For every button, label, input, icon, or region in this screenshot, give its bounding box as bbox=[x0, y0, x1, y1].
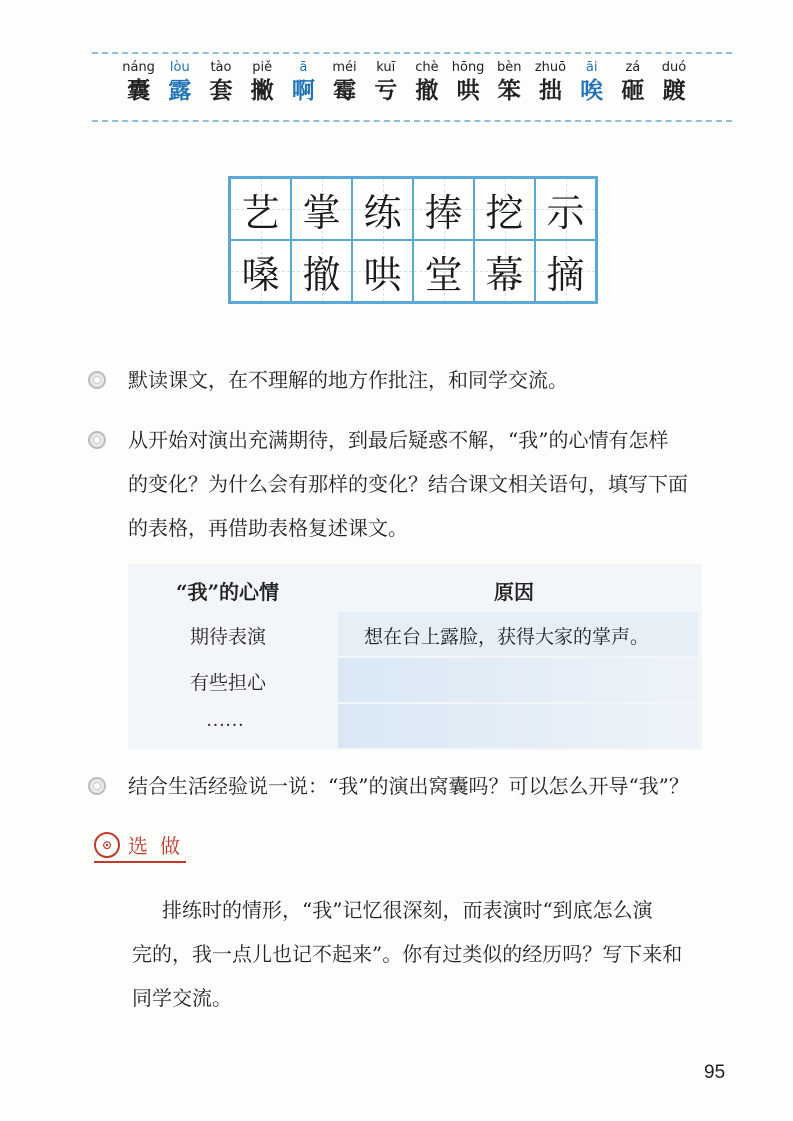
pinyin: bèn bbox=[497, 60, 522, 75]
hanzi: 霉 bbox=[333, 77, 357, 104]
grid-cell: 艺 bbox=[230, 178, 291, 240]
optional-underline bbox=[94, 861, 186, 863]
vocab-item-highlighted bbox=[283, 60, 324, 106]
vocab-item bbox=[653, 60, 694, 106]
pinyin: kuī bbox=[376, 60, 396, 75]
question-text: 的变化？为什么会有那样的变化？结合课文相关语句，填写下面 bbox=[128, 472, 688, 496]
paragraph-line: 排练时的情形，“我”记忆很深刻，而表演时“到底怎么演 bbox=[162, 898, 653, 922]
grid-cell: 摘 bbox=[535, 240, 596, 302]
hanzi: 踱 bbox=[662, 77, 686, 104]
vocab-item bbox=[365, 60, 406, 106]
hanzi: 套 bbox=[209, 77, 233, 104]
vocab-item bbox=[530, 60, 571, 106]
hanzi: 囊 bbox=[127, 77, 151, 104]
grid-cell: 示 bbox=[535, 178, 596, 240]
pinyin: chè bbox=[415, 60, 439, 75]
grid-cell: 练 bbox=[352, 178, 413, 240]
pinyin: lòu bbox=[169, 60, 190, 75]
hanzi: 撇 bbox=[250, 77, 274, 104]
vocab-list bbox=[118, 60, 695, 106]
question-text: 默读课文，在不理解的地方作批注，和同学交流。 bbox=[128, 368, 568, 392]
question-text: 的表格，再借助表格复述课文。 bbox=[128, 516, 408, 540]
grid-cell: 幕 bbox=[474, 240, 535, 302]
bullet-circle-icon bbox=[88, 431, 106, 449]
table-cell-mood: 期待表演 bbox=[190, 627, 267, 648]
grid-cell: 挖 bbox=[474, 178, 535, 240]
pinyin: náng bbox=[122, 60, 155, 75]
pinyin: tào bbox=[210, 60, 232, 75]
grid-cell: 嗓 bbox=[230, 240, 291, 302]
optional-section-header bbox=[94, 830, 192, 859]
vocab-item bbox=[118, 60, 159, 106]
grid-cell: 捧 bbox=[413, 178, 474, 240]
hanzi: 撤 bbox=[415, 77, 439, 104]
optional-task-icon: ⊙ bbox=[94, 832, 120, 858]
pinyin: hōng bbox=[451, 60, 485, 75]
vocab-item bbox=[242, 60, 283, 106]
hanzi: 砸 bbox=[621, 77, 645, 104]
bullet-circle-icon bbox=[88, 371, 106, 389]
vocab-item bbox=[406, 60, 447, 106]
pinyin: piě bbox=[252, 60, 273, 75]
reason-blank-field[interactable] bbox=[338, 658, 698, 702]
table-cell-mood: …… bbox=[206, 710, 244, 731]
pinyin: méi bbox=[332, 60, 357, 75]
table-cell-mood: 有些担心 bbox=[190, 673, 267, 694]
pinyin: ā bbox=[299, 60, 308, 75]
table-cell-reason: 想在台上露脸，获得大家的掌声。 bbox=[364, 627, 650, 648]
reason-blank-field[interactable] bbox=[338, 704, 698, 748]
bullet-circle-icon bbox=[88, 777, 106, 795]
grid-cell: 哄 bbox=[352, 240, 413, 302]
hanzi: 啊 bbox=[291, 77, 315, 104]
question-text: 从开始对演出充满期待，到最后疑惑不解，“我”的心情有怎样 bbox=[128, 428, 669, 452]
pinyin: zhuō bbox=[534, 60, 567, 75]
hanzi: 哄 bbox=[456, 77, 480, 104]
vocab-item-highlighted bbox=[159, 60, 200, 106]
question-text: 结合生活经验说一说：“我”的演出窝囊吗？可以怎么开导“我”？ bbox=[128, 774, 689, 798]
mood-reason-table bbox=[128, 564, 702, 750]
question-2 bbox=[90, 418, 740, 550]
table-header-mood: “我”的心情 bbox=[176, 580, 280, 604]
hanzi: 唉 bbox=[580, 77, 604, 104]
hanzi: 亏 bbox=[374, 77, 398, 104]
vocab-bottom-rule bbox=[92, 120, 732, 122]
table-header-reason: 原因 bbox=[494, 580, 534, 604]
vocab-item bbox=[324, 60, 365, 106]
pinyin: duó bbox=[661, 60, 687, 75]
grid-cell: 堂 bbox=[413, 240, 474, 302]
hanzi: 露 bbox=[168, 77, 192, 104]
grid-cell: 撤 bbox=[291, 240, 352, 302]
page-number: 95 bbox=[704, 1062, 726, 1083]
optional-label: 选做 bbox=[128, 834, 192, 858]
question-3 bbox=[90, 764, 740, 808]
vocab-item bbox=[200, 60, 241, 106]
grid-cell: 掌 bbox=[291, 178, 352, 240]
vocab-item bbox=[489, 60, 530, 106]
question-1 bbox=[90, 358, 740, 402]
paragraph-line: 完的，我一点儿也记不起来”。你有过类似的经历吗？写下来和 bbox=[132, 942, 683, 966]
vocab-top-rule bbox=[92, 52, 732, 54]
hanzi: 笨 bbox=[497, 77, 521, 104]
vocab-item bbox=[612, 60, 653, 106]
hanzi: 拙 bbox=[538, 77, 562, 104]
optional-paragraph bbox=[132, 888, 732, 1020]
character-writing-grid bbox=[228, 176, 598, 304]
paragraph-line: 同学交流。 bbox=[132, 986, 232, 1010]
vocab-item-highlighted bbox=[571, 60, 612, 106]
pinyin: āi bbox=[585, 60, 598, 75]
vocab-item bbox=[448, 60, 489, 106]
pinyin: zá bbox=[625, 60, 641, 75]
